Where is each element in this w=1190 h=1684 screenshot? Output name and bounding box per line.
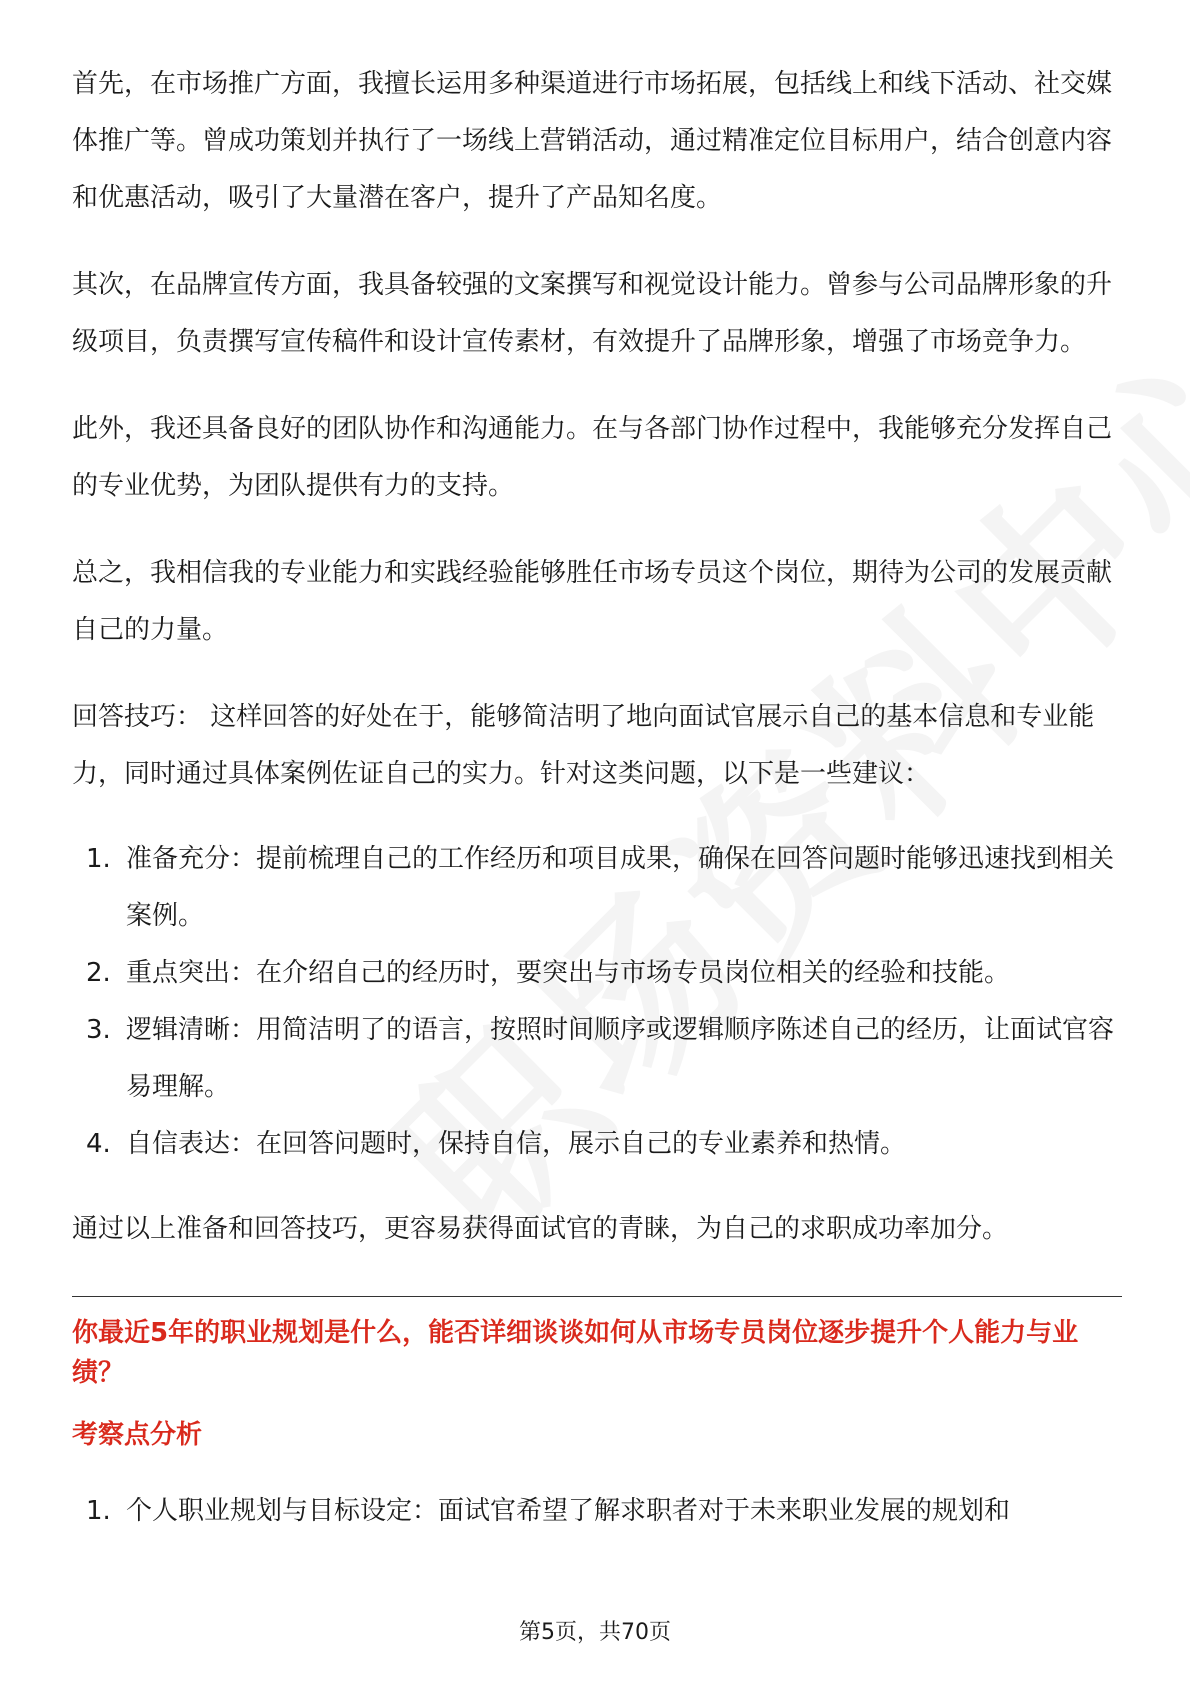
- list-text: 准备充分：提前梳理自己的工作经历和项目成果，确保在回答问题时能够迅速找到相关案例。: [126, 844, 1115, 931]
- paragraph-brand-promotion: 其次，在品牌宣传方面，我具备较强的文案撰写和视觉设计能力。曾参与公司品牌形象的升级项目，负责撰写宣传稿件和设计宣传素材，有效提升了品牌形象，增强了市场竞争力。: [72, 270, 1113, 357]
- list-text: 个人职业规划与目标设定：面试官希望了解求职者对于未来职业发展的规划和: [126, 1496, 1011, 1526]
- paragraph-summary: 总之，我相信我的专业能力和实践经验能够胜任市场专员这个岗位，期待为公司的发展贡献自己的力量。: [72, 558, 1113, 645]
- analysis-heading: 考察点分析: [72, 1420, 203, 1450]
- analysis-list: [72, 1483, 1122, 1540]
- list-text: 重点突出：在介绍自己的经历时，要突出与市场专员岗位相关的经验和技能。: [126, 958, 1011, 988]
- question-heading: 你最近5年的职业规划是什么，能否详细谈谈如何从市场专员岗位逐步提升个人能力与业绩？: [72, 1318, 1079, 1388]
- list-number: 1.: [86, 844, 111, 874]
- section-divider: [72, 1296, 1122, 1297]
- list-number: 2.: [86, 958, 111, 988]
- list-text: 自信表达：在回答问题时，保持自信，展示自己的专业素养和热情。: [126, 1129, 907, 1159]
- list-item: [72, 945, 1122, 1002]
- list-number: 3.: [86, 1015, 111, 1045]
- list-number: 4.: [86, 1129, 111, 1159]
- paragraph-teamwork: 此外，我还具备良好的团队协作和沟通能力。在与各部门协作过程中，我能够充分发挥自己的专业优势，为团队提供有力的支持。: [72, 414, 1113, 501]
- paragraph-answer-tips: 回答技巧： 这样回答的好处在于，能够简洁明了地向面试官展示自己的基本信息和专业能力，同时通过具体案例佐证自己的实力。针对这类问题，以下是一些建议：: [72, 702, 1095, 789]
- page-footer: 第5页，共70页: [519, 1620, 671, 1645]
- tips-list: [72, 831, 1122, 1173]
- list-item: [72, 1002, 1122, 1116]
- list-item: [72, 1483, 1122, 1540]
- paragraph-closing: 通过以上准备和回答技巧，更容易获得面试官的青睐，为自己的求职成功率加分。: [72, 1214, 1009, 1244]
- list-item: [72, 1116, 1122, 1173]
- document-body: [72, 56, 1122, 1540]
- paragraph-market-promotion: 首先，在市场推广方面，我擅长运用多种渠道进行市场拓展，包括线上和线下活动、社交媒体推广等。曾成功策划并执行了一场线上营销活动，通过精准定位目标用户，结合创意内容和优惠活动，吸引了大量潜在客户，提升了产品知名度。: [72, 69, 1113, 213]
- list-text: 逻辑清晰：用简洁明了的语言，按照时间顺序或逻辑顺序陈述自己的经历，让面试官容易理解。: [126, 1015, 1115, 1102]
- list-number: 1.: [86, 1496, 111, 1526]
- list-item: [72, 831, 1122, 945]
